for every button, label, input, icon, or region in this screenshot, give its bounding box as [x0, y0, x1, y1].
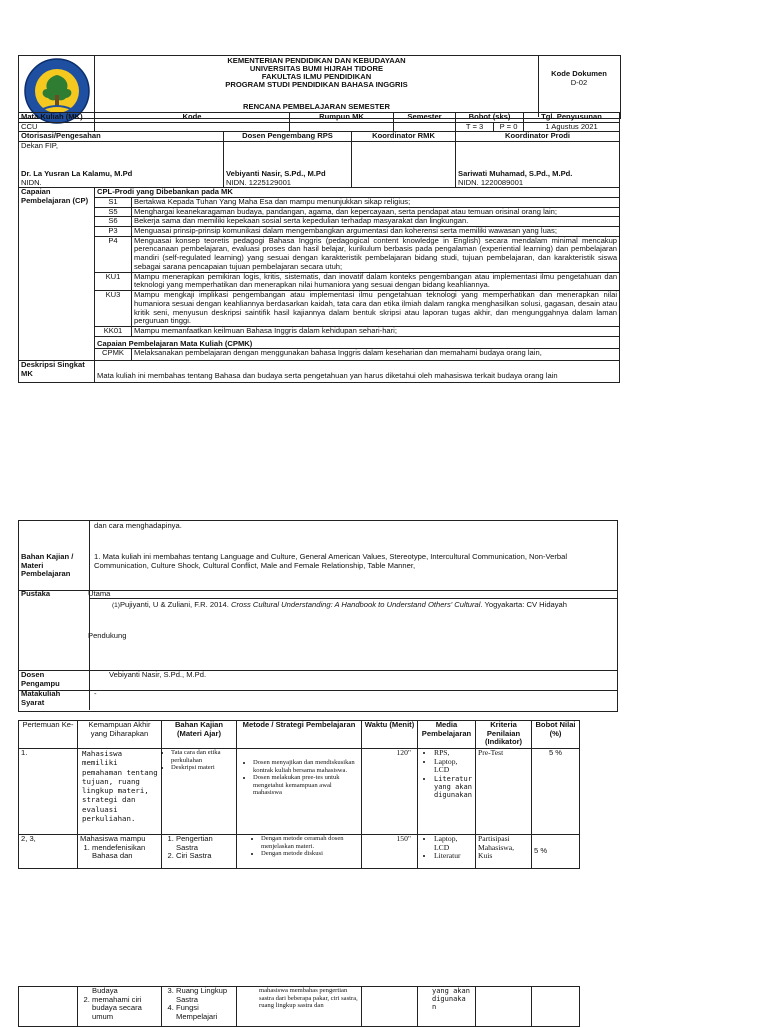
list-item: 2. memahami ciri budaya secara umum [92, 996, 159, 1022]
bobot-p: P = 0 [494, 122, 524, 132]
pendukung-label: Pendukung [88, 631, 127, 640]
list-item: • RPS, [434, 749, 473, 758]
label-rumpun: Rumpun MK [290, 113, 394, 123]
cpl-code: S1 [95, 197, 132, 207]
label-kode: Kode [95, 113, 290, 123]
row2-media [418, 835, 476, 869]
dekan-label: Dekan FIP, [21, 141, 59, 151]
prodi-nidn: NIDN. 1220089001 [458, 178, 524, 188]
label-koordinator-prodi: Koordinator Prodi [456, 132, 620, 142]
page2-block [18, 520, 618, 712]
row2-intro: Mahasiswa mampu [80, 834, 146, 843]
col-bahan: Bahan Kajian (Materi Ajar) [162, 721, 237, 749]
prodi-cell [456, 142, 620, 188]
cpl-code: KU1 [95, 272, 132, 290]
row3-kriteria [476, 987, 532, 1027]
header-line-2: UNIVERSITAS BUMI HIJRAH TIDORE [249, 64, 384, 73]
row2-metode [237, 835, 362, 869]
label-mata-kuliah: Mata Kuliah (MK) [19, 113, 95, 123]
cp-label: Capaian Pembelajaran (CP) [19, 188, 95, 361]
row3-kemampuan [78, 987, 162, 1027]
label-dosen-pengembang: Dosen Pengembang RPS [224, 132, 352, 142]
page2-hline [18, 690, 617, 691]
bahan-text: 1. Mata kuliah ini membahas tentang Language and Culture, General American Values, Stereotype, Intercultural Communication, Non-Verbal Communication, Culture Shock, Cultural Conflict, Male and Female Relationship, Table Manner, [94, 552, 568, 570]
desc-label: Deskripsi Singkat MK [19, 361, 95, 383]
row3-media: yang akan digunaka n [418, 987, 476, 1027]
tgl-value: 1 Agustus 2021 [524, 122, 620, 132]
row1-media [418, 749, 476, 835]
col-media: Media Pembelajaran [418, 721, 476, 749]
row2-no: 2, 3, [19, 835, 78, 869]
row2-waktu: 150" [362, 835, 418, 869]
label-otorisasi: Otorisasi/Pengesahan [19, 132, 224, 142]
list-item: • Tata cara dan etika perkuliahan [171, 749, 234, 764]
dekan-nidn: NIDN. [21, 178, 42, 188]
cpl-text: Menghargai keanekaragaman budaya, pandangan, agama, dan kepercayaan, serta pendapat atau temuan orisinal orang lain; [132, 207, 620, 217]
label-koordinator-rmk: Koordinator RMK [352, 132, 456, 142]
header-line-3: FAKULTAS ILMU PENDIDIKAN [261, 72, 372, 81]
cpl-text: Menguasai prinsip-prinsip komunikasi dalam mengembangkan argumentasi dan koherensi serta memiliki wawasan yang luas; [132, 227, 620, 237]
desc-text: Mata kuliah ini membahas tentang Bahasa dan budaya serta pengetahuan yan harus diketahui oleh mahasiswa terkait budaya orang lain [95, 361, 620, 383]
list-item: • Dengan metode diskusi [261, 850, 359, 858]
utama-label: Utama [88, 589, 111, 598]
col-kriteria: Kriteria Penilaian (Indikator) [476, 721, 532, 749]
pustaka-subline [89, 598, 617, 599]
row2-bobot: 5 % [532, 835, 580, 869]
mk-value: CCU [19, 122, 95, 132]
cpl-code: KU3 [95, 291, 132, 327]
table-row [19, 835, 580, 869]
reference-author: Pujiyanti, U & Zuliani, F.R. 2014. [119, 600, 231, 609]
row1-bahan [162, 749, 237, 835]
pustaka-label: Pustaka [21, 589, 51, 598]
row1-kemampuan: Mahasiswa memiliki pemahaman tentang tujuan, ruang lingkup materi, strategi dan evaluasi perkuliahan. [78, 749, 162, 835]
table-row [19, 749, 580, 835]
list-item: • Laptop, LCD [434, 835, 473, 852]
dosen-cell [224, 142, 352, 188]
cpl-code: S6 [95, 217, 132, 227]
row1-no: 1. [19, 749, 78, 835]
col-waktu: Waktu (Menit) [362, 721, 418, 749]
list-item: 3. Ruang Lingkup Sastra [176, 987, 234, 1004]
list-item: • Deskripsi materi [171, 764, 234, 772]
label-tgl: Tgl. Penyusunan [524, 113, 620, 123]
list-item: • Laptop, LCD [434, 758, 473, 775]
reference-num: (1) [112, 602, 120, 609]
cpl-code: S5 [95, 207, 132, 217]
col-bobot: Bobot Nilai (%) [532, 721, 580, 749]
page2-col-divider [89, 520, 90, 710]
cpl-text: Menguasai konsep teoretis pedagogi Bahasa Inggris (pedagogical content knowledge in English) secara mendalam minimal mencakup perencanaan pembelajaran, evaluasi proses dan hasil belajar, kurikulum berbasis pada pengalaman (experiential learning) dan pembelajaran mandiri (self-regulated learning) yang sesuai dengan karakteristik pembelajaran bidang studi, tujuan pembelajaran, dan karakteristik siswa sebagai sarana pencapaian tujuan pembelajaran secara utuh; [132, 236, 620, 272]
syarat-label: Matakuliah Syarat [21, 689, 61, 707]
rps-main-table [18, 112, 620, 383]
otorisasi-cell [19, 142, 224, 188]
reference-title: Cross Cultural Understanding: A Handbook to Understand Others' Cultural [230, 600, 481, 609]
cpl-text: Mampu mengkaji implikasi pengembangan atau implementasi ilmu pengetahuan teknologi yang memperhatikan dan menerapkan nilai humaniora sesuai dengan keahliannya berdasarkan kaidah, tata cara dan etika ilmiah dalam rangka menghasilkan solusi, gagasan, desain atau kritik seni, menyusun deskripsi saintifik hasil kajiannya dalam bentuk skripsi atau laporan tugas akhir, dan mengunggahnya dalam laman perguruan tinggi. [132, 291, 620, 327]
row3-metode: mahasiswa membahas pengertian sastra dari beberapa pakar, ciri sastra, ruang lingkup sastra dan [237, 987, 362, 1027]
row3-no [19, 987, 78, 1027]
cpmk-heading: Capaian Pembelajaran Mata Kuliah (CPMK) [95, 336, 620, 349]
row1-metode [237, 749, 362, 835]
header-line-1: KEMENTERIAN PENDIDIKAN DAN KEBUDAYAAN [227, 56, 406, 65]
dosen-pengampu-value: Vebiyanti Nasir, S.Pd., M.Pd. [109, 670, 207, 679]
row2-kriteria: Partisipasi Mahasiswa, Kuis [476, 835, 532, 869]
list-item: 1. Pengertian Sastra [176, 835, 234, 852]
header-line-4: PROGRAM STUDI PENDIDIKAN BAHASA INGGRIS [225, 80, 408, 89]
koordinator-rmk-cell [352, 142, 456, 188]
cpl-text: Mampu menerapkan pemikiran logis, kritis, sistematis, dan inovatif dalam konteks pengembangan atau implementasi ilmu pengetahuan dan teknologi yang memperhatikan dan menerapkan nilai humaniora yang sesuai dengan bidang keahliannya. [132, 272, 620, 290]
dosen-nidn: NIDN. 1225129001 [226, 178, 292, 188]
row2-bahan [162, 835, 237, 869]
bobot-t: T = 3 [456, 122, 494, 132]
desc-continued: dan cara menghadapinya. [94, 521, 182, 530]
cpmk-text: Melaksanakan pembelajaran dengan menggunakan bahasa Inggris dalam keseharian dan memahami budaya orang lain, [132, 349, 620, 361]
list-item: • Literatur [434, 852, 473, 861]
reference-1 [112, 601, 612, 610]
doc-code: D-02 [570, 78, 588, 87]
row1-kriteria: Pre-Test [476, 749, 532, 835]
col-kemampuan: Kemampuan Akhir yang Diharapkan [78, 721, 162, 749]
label-bobot: Bobot (sks) [456, 113, 524, 123]
dekan-name: Dr. La Yusran La Kalamu, M.Pd [21, 169, 133, 179]
list-item: 4. Fungsi Mempelajari [176, 1004, 234, 1021]
cpl-text: Bertakwa Kepada Tuhan Yang Maha Esa dan mampu menunjukkan sikap religius; [132, 197, 620, 207]
list-item: • Dosen menyajikan dan mendiskusikan kontrak kuliah bersama mahasiswa. [253, 759, 359, 774]
prodi-name: Sariwati Muhamad, S.Pd., M.Pd. [458, 169, 573, 179]
list-item: 2. Ciri Sastra [176, 852, 234, 861]
list-item: 1. mendefenisikan Bahasa dan [92, 844, 159, 861]
cpmk-code: CPMK [95, 349, 132, 361]
row3-top: Budaya [92, 986, 118, 995]
cpl-code: P4 [95, 236, 132, 272]
row1-bobot: 5 % [532, 749, 580, 835]
dosen-pengampu-label: Dosen Pengampu [21, 670, 60, 688]
schedule-table-continued [18, 986, 580, 1027]
doc-code-label: Kode Dokumen [551, 69, 607, 78]
list-item: • Dengan metode ceramah dosen menjelaskan materi. [261, 835, 359, 850]
cpl-code: KK01 [95, 326, 132, 336]
row3-bobot [532, 987, 580, 1027]
label-semester: Semester [394, 113, 456, 123]
cpl-text: Bekerja sama dan memiliki kepekaan sosial serta kepedulian terhadap masyarakat dan lingkungan. [132, 217, 620, 227]
reference-publisher: . Yogyakarta: CV Hidayah [480, 600, 568, 609]
cpl-heading: CPL-Prodi yang Dibebankan pada MK [95, 188, 620, 198]
col-pertemuan: Pertemuan Ke- [19, 721, 78, 749]
cpl-text: Mampu memanfaatkan keilmuan Bahasa Inggris dalam kehidupan sehari-hari; [132, 326, 620, 336]
rps-title: RENCANA PEMBELAJARAN SEMESTER [243, 102, 390, 111]
dosen-name: Vebiyanti Nasir, S.Pd., M.Pd [226, 169, 326, 179]
bahan-label: Bahan Kajian / Materi Pembelajaran [21, 552, 74, 579]
cpl-code: P3 [95, 227, 132, 237]
syarat-value: - [94, 689, 97, 698]
list-item: • Dosen melakukan pree-tes untuk mengetahui kemampuan awal mahasiswa [253, 774, 359, 797]
row3-waktu [362, 987, 418, 1027]
row3-bahan [162, 987, 237, 1027]
col-metode: Metode / Strategi Pembelajaran [237, 721, 362, 749]
row1-waktu: 120" [362, 749, 418, 835]
list-item: • Literatur yang akan digunakan [434, 775, 473, 799]
page2-hline [18, 670, 617, 671]
schedule-table [18, 720, 580, 869]
row2-kemampuan [78, 835, 162, 869]
table-row [19, 987, 580, 1027]
